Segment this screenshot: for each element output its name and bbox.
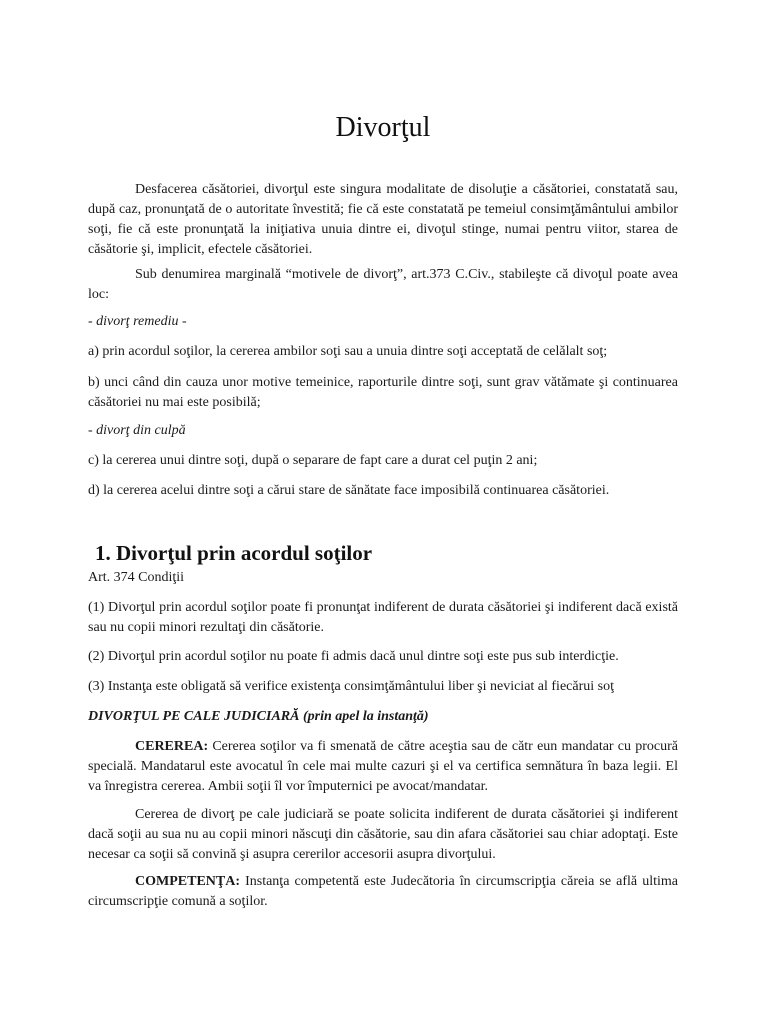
competenta-label: COMPETENŢA: xyxy=(135,874,240,889)
list-item-c: c) la cererea unui dintre soţi, după o separare de fapt care a durat cel puţin 2 ani; xyxy=(88,453,538,468)
competenta-paragraph xyxy=(88,872,678,912)
culpa-label: - divorţ din culpă xyxy=(88,423,186,438)
article-paragraph-3: (3) Instanţa este obligată să verifice existenţa consimţământului liber şi neviciat al fiecărui soţ xyxy=(88,679,614,694)
motives-paragraph: Sub denumirea marginală “motivele de divorţ”, art.373 C.Civ., stabileşte că divoţul poate avea loc: xyxy=(88,267,678,302)
cerere-paragraph xyxy=(88,737,678,797)
article-paragraph-2: (2) Divorţul prin acordul soţilor nu poate fi admis dacă unul dintre soţi este pus sub interdicţie. xyxy=(88,649,619,664)
section-heading: 1. Divorţul prin acordul soţilor xyxy=(95,541,373,565)
article-reference: Art. 374 Condiţii xyxy=(88,570,185,585)
cerere-label: CEREREA: xyxy=(135,739,209,754)
list-item-d: d) la cererea acelui dintre soţi a cărui stare de sănătate face imposibilă continuarea căsătoriei. xyxy=(88,483,610,498)
remediu-label: - divorţ remediu - xyxy=(88,314,187,329)
competenta-text: Instanţa competentă este Judecătoria în circumscripţia căreia se află ultima circumscripţie comună a soţilor. xyxy=(88,874,678,909)
cerere-text: Cererea soţilor va fi smenată de către aceştia sau de cătr eun mandatar cu procură specială. Mandatarul este avocatul în cele mai multe cazuri şi el va certifica semnătura în baza legii. El va înregistra cererea. Ambii soţii îl vor împuternici pe avocat/mandatar. xyxy=(88,739,678,794)
cerere-divort-paragraph: Cererea de divorţ pe cale judiciară se poate solicita indiferent de durata căsătoriei şi indiferent dacă soţii au sua nu au copii minori născuţi din căsătorie, sau din afara căsătoriei sau chiar adoptaţi. Este necesar ca soţii să convină şi asupra cererilor accesorii asupra divorţului. xyxy=(88,807,678,862)
judicial-subheading: DIVORŢUL PE CALE JUDICIARĂ (prin apel la instanţă) xyxy=(88,709,429,724)
document-title: Divorţul xyxy=(335,112,431,143)
article-paragraph-1: (1) Divorţul prin acordul soţilor poate fi pronunţat indiferent de durata căsătoriei şi indiferent dacă există sau nu copii minori rezultaţi din căsătorie. xyxy=(88,600,678,635)
list-item-a: a) prin acordul soţilor, la cererea ambilor soţi sau a unuia dintre soţi acceptată de celălalt soţ; xyxy=(88,344,608,359)
list-item-b: b) unci când din cauza unor motive temeinice, raporturile dintre soţi, sunt grav vătămate şi continuarea căsătoriei nu mai este posibilă; xyxy=(88,375,678,410)
intro-paragraph: Desfacerea căsătoriei, divorţul este singura modalitate de disoluţie a căsătoriei, constatată sau, după caz, pronunţată de o autoritate învestită; fie că este constatată pe temeiul consimţământului ambilor soţi, fie că este pronunţată la iniţiativa unuia dintre ei, divoţul stinge, numai pentru viitor, starea de căsătorie şi, implicit, efectele căsătoriei. xyxy=(88,182,678,257)
